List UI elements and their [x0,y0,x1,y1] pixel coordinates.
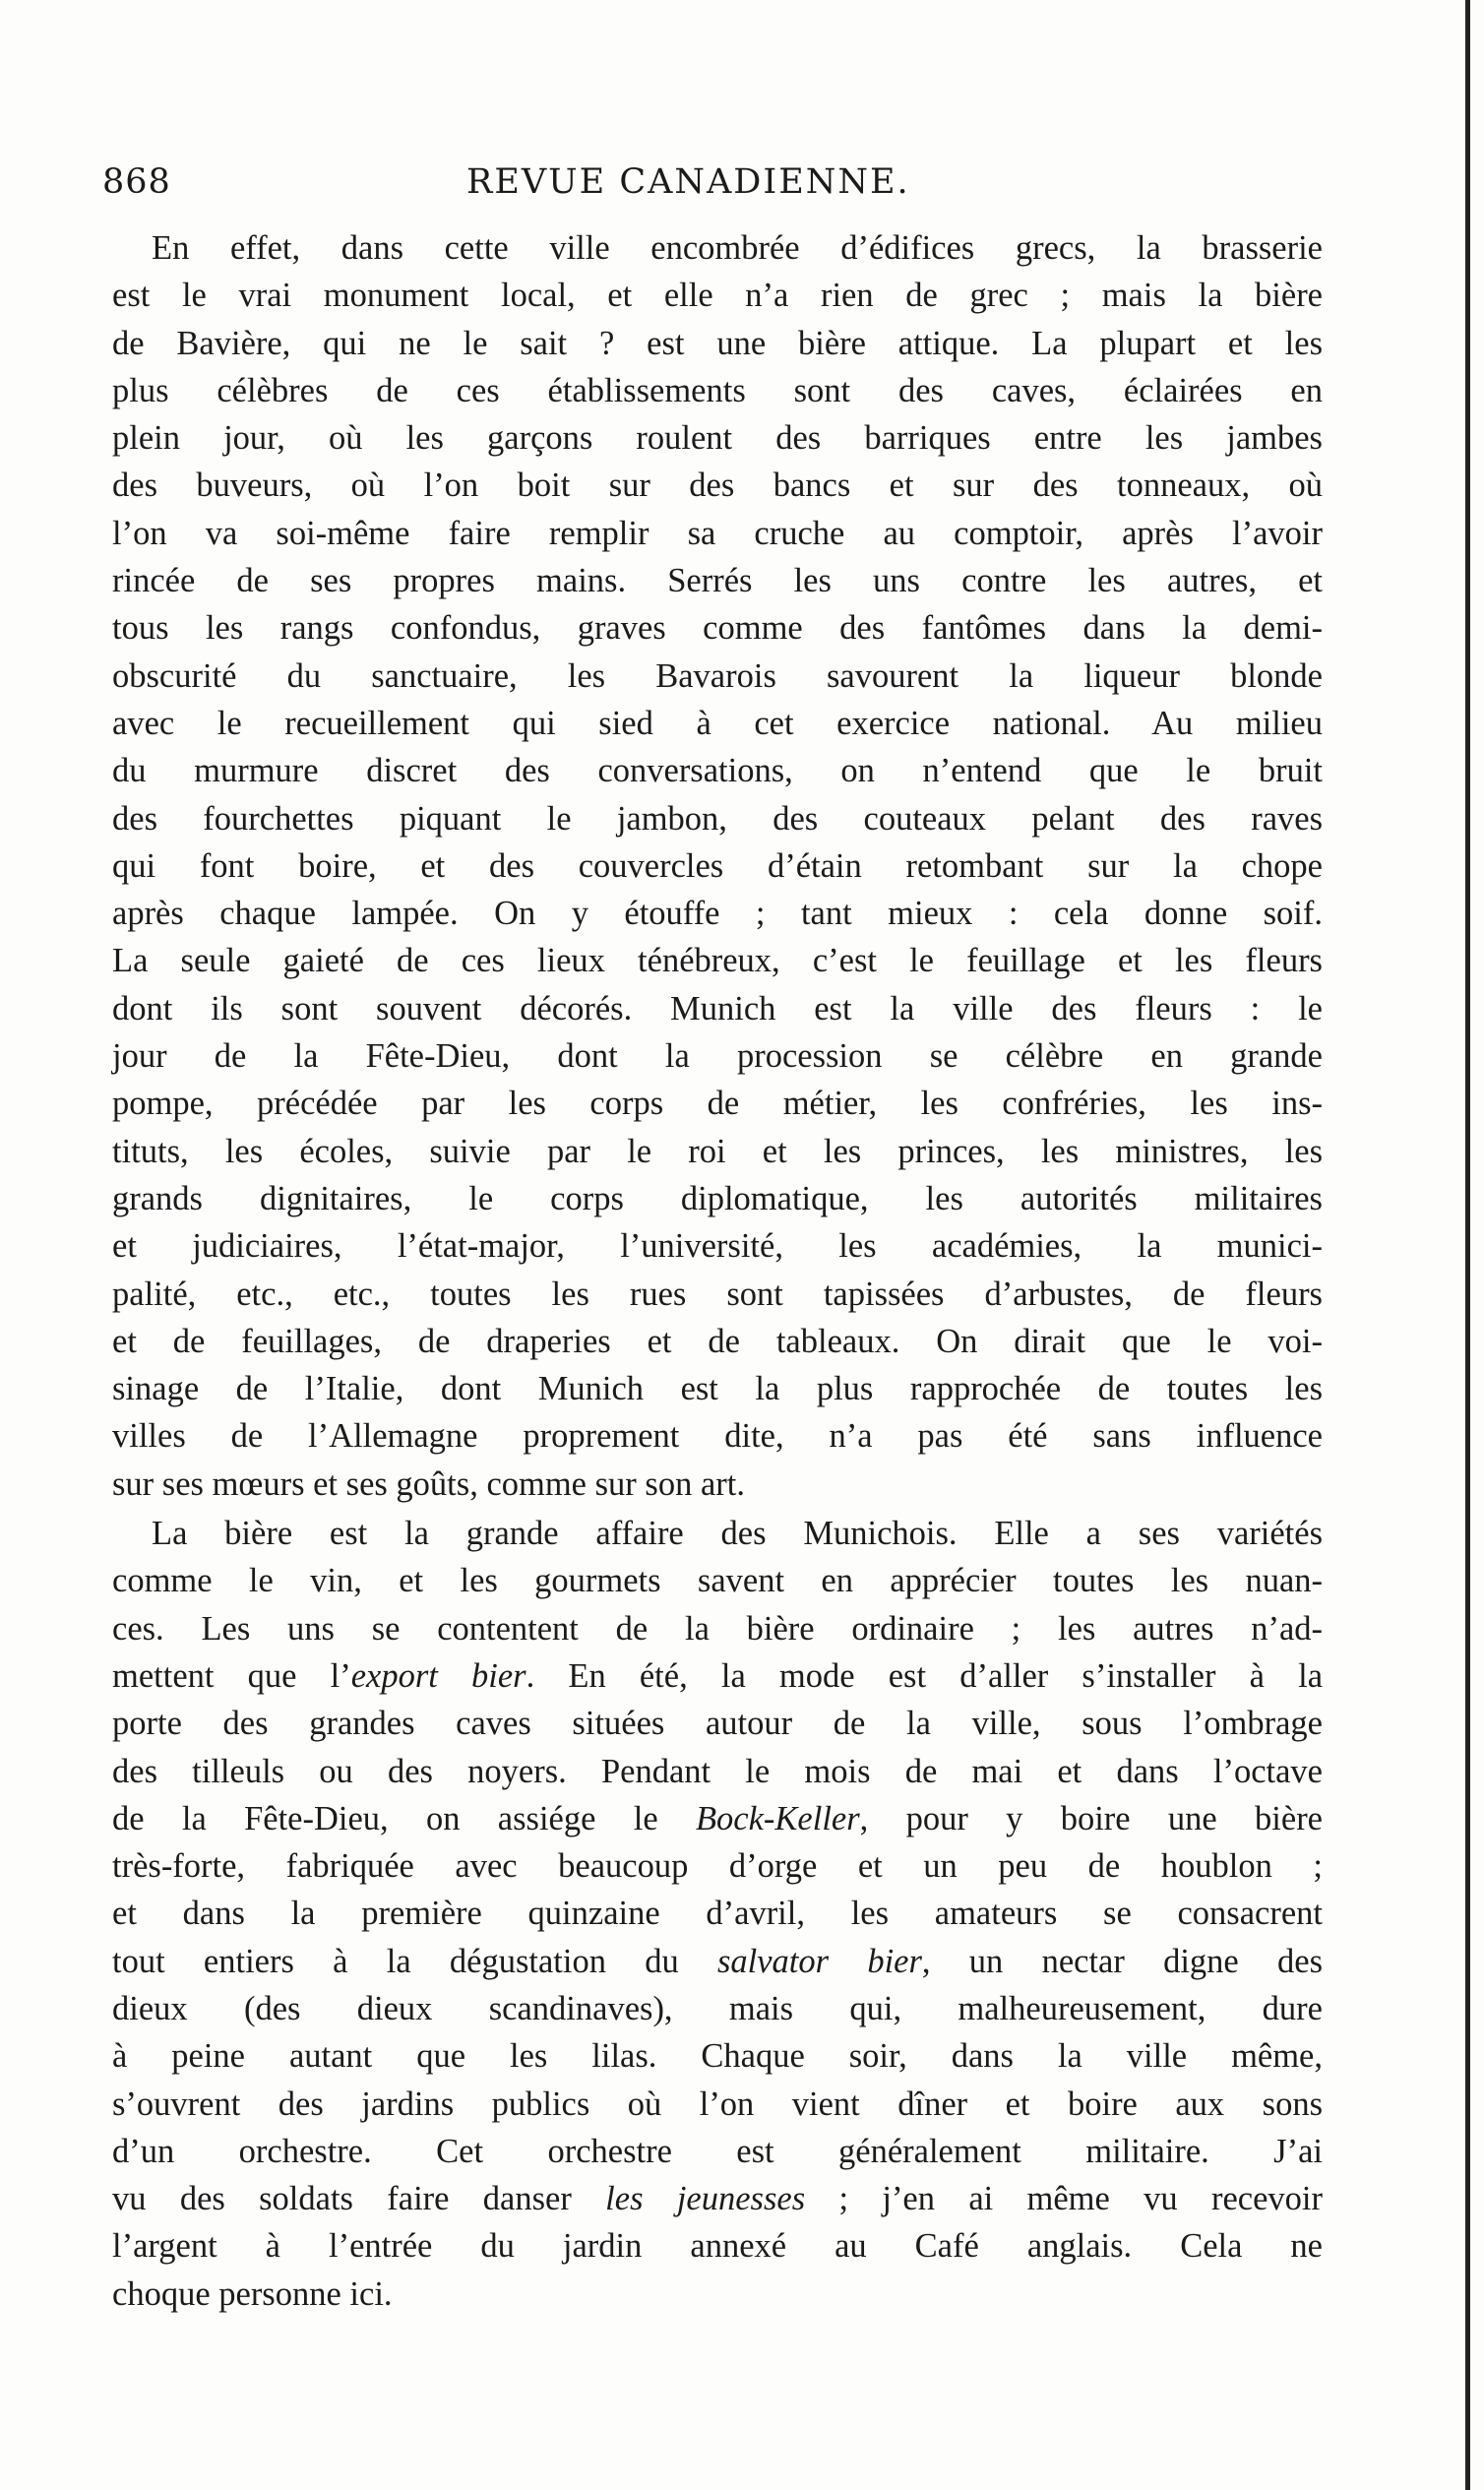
text-line: tituts, les écoles, suivie par le roi et les princes, les ministres, les [112,1132,1323,1170]
text-line: villes de l’Allemagne proprement dite, n’a pas été sans influence [112,1417,1323,1456]
text-line: tout entiers à la dégustation du salvator bier, un nectar digne des [112,1942,1323,1980]
page-number: 868 [102,162,171,202]
text-line: sinage de l’Italie, dont Munich est la plus rapprochée de toutes les [112,1370,1323,1408]
text-line: avec le recueillement qui sied à cet exercice national. Au milieu [112,704,1323,742]
paragraph-1 [112,224,1323,1508]
text-line: comme le vin, et les gourmets savent en apprécier toutes les nuan- [112,1562,1323,1600]
text-line: et dans la première quinzaine d’avril, les amateurs se consacrent [112,1895,1323,1933]
text-line: plus célèbres de ces établissements sont des caves, éclairées en [112,371,1323,409]
text-line: l’on va soi-même faire remplir sa cruche au comptoir, après l’avoir [112,514,1323,552]
text-line: grands dignitaires, le corps diplomatique, les autorités militaires [112,1179,1323,1217]
text-line: d’un orchestre. Cet orchestre est généralement militaire. J’ai [112,2132,1323,2170]
text-line: qui font boire, et des couvercles d’étain retombant sur la chope [112,846,1323,885]
text-line: choque personne ici. [112,2274,393,2313]
text-line: ces. Les uns se contentent de la bière ordinaire ; les autres n’ad- [112,1609,1323,1648]
text-line: pompe, précédée par les corps de métier, les confréries, les ins- [112,1085,1323,1123]
text-line: et judiciaires, l’état-major, l’université, les académies, la munici- [112,1227,1323,1266]
text-line: très-forte, fabriquée avec beaucoup d’orge et un peu de houblon ; [112,1847,1323,1886]
text-line: de Bavière, qui ne le sait ? est une bière attique. La plupart et les [112,324,1323,362]
text-line: obscurité du sanctuaire, les Bavarois savourent la liqueur blonde [112,656,1323,695]
text-line: mettent que l’export bier. En été, la mode est d’aller s’installer à la [112,1656,1324,1695]
text-line: est le vrai monument local, et elle n’a rien de grec ; mais la bière [112,277,1323,315]
text-line: dieux (des dieux scandinaves), mais qui, malheureusement, dure [112,1989,1323,2027]
text-line: porte des grandes caves situées autour de la ville, sous l’ombrage [112,1705,1323,1743]
text-line: La bière est la grande affaire des Munichois. Elle a ses variétés [152,1515,1323,1553]
text-line: tous les rangs confondus, graves comme des fantômes dans la demi- [112,609,1323,648]
text-line: l’argent à l’entrée du jardin annexé au Café anglais. Cela ne [112,2227,1323,2266]
text-line: palité, etc., etc., toutes les rues sont tapissées d’arbustes, de fleurs [112,1275,1323,1313]
page-header [102,162,1362,212]
text-line: plein jour, où les garçons roulent des barriques entre les jambes [112,419,1323,458]
text-line: à peine autant que les lilas. Chaque soir, dans la ville même, [112,2037,1323,2076]
text-line: et de feuillages, de draperies et de tableaux. On dirait que le voi- [112,1322,1323,1360]
running-head: REVUE CANADIENNE. [466,162,910,202]
text-line: sur ses mœurs et ses goûts, comme sur son art. [112,1464,745,1503]
text-line: des buveurs, où l’on boit sur des bancs et sur des tonneaux, où [112,467,1323,505]
text-line: vu des soldats faire danser les jeunesses ; j’en ai même vu recevoir [112,2180,1323,2218]
text-line: du murmure discret des conversations, on n’entend que le bruit [112,752,1323,790]
page-edge-rule [1465,0,1470,2490]
text-line: dont ils sont souvent décorés. Munich est la ville des fleurs : le [112,989,1323,1027]
text-line: La seule gaieté de ces lieux ténébreux, c’est le feuillage et les fleurs [112,942,1323,980]
text-line: jour de la Fête-Dieu, dont la procession se célèbre en grande [112,1037,1323,1076]
text-line: de la Fête-Dieu, on assiége le Bock-Keller, pour y boire une bière [112,1799,1323,1837]
text-line: s’ouvrent des jardins publics où l’on vient dîner et boire aux sons [112,2085,1323,2123]
text-line: rincée de ses propres mains. Serrés les uns contre les autres, et [112,562,1323,600]
text-line: après chaque lampée. On y étouffe ; tant mieux : cela donne soif. [112,895,1323,933]
text-line: des tilleuls ou des noyers. Pendant le mois de mai et dans l’octave [112,1752,1323,1790]
text-line: En effet, dans cette ville encombrée d’édifices grecs, la brasserie [152,229,1323,267]
text-line: des fourchettes piquant le jambon, des couteaux pelant des raves [112,799,1323,838]
paragraph-2 [112,1510,1323,2318]
body-text [112,224,1323,2318]
